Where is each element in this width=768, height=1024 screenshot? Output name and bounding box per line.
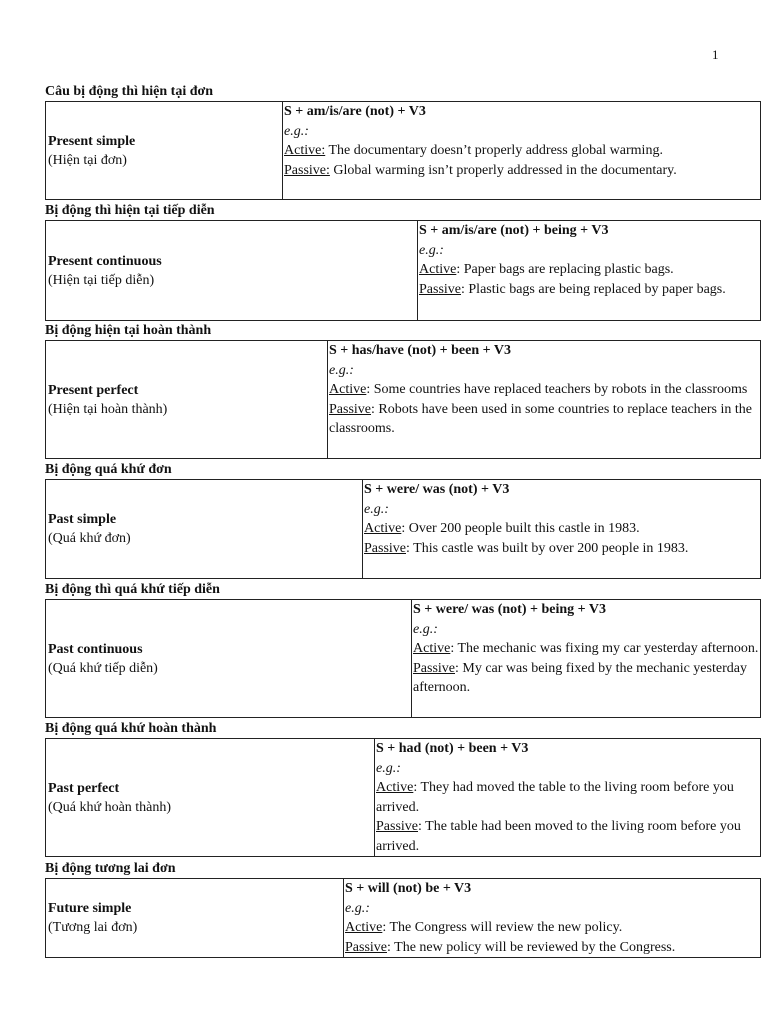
active-label: Active: [419, 262, 457, 277]
tense-name-en: Future simple: [48, 901, 132, 916]
tense-name-vi: (Tương lai đơn): [48, 920, 138, 935]
example-label: e.g.:: [413, 621, 438, 637]
section-title: Bị động quá khứ hoàn thành: [45, 721, 217, 736]
tense-name-en: Present perfect: [48, 382, 139, 398]
passive-text: : The new policy will be reviewed by the Congress.: [387, 939, 676, 955]
passive-text: : The table had been moved to the living room before you arrived.: [376, 819, 741, 854]
section-past-continuous: [45, 580, 761, 718]
example-label: e.g.:: [329, 362, 354, 378]
formula: S + will (not) be + V3: [345, 881, 472, 896]
passive-label: Passive: [364, 540, 406, 556]
formula-cell: [283, 102, 760, 199]
active-example: [376, 778, 760, 817]
formula: S + has/have (not) + been + V3: [329, 343, 511, 358]
formula-cell: [418, 221, 760, 320]
example-label: e.g.:: [345, 900, 370, 916]
active-example: [419, 260, 760, 280]
example-label: e.g.:: [364, 501, 389, 517]
passive-example: [345, 938, 760, 958]
active-example: [284, 141, 760, 161]
passive-label: Passive: [376, 819, 418, 834]
tense-table: [45, 599, 761, 718]
passive-label: Passive: [329, 401, 371, 417]
formula: S + had (not) + been + V3: [376, 741, 529, 756]
example-label: e.g.:: [419, 242, 444, 258]
tense-name-vi: (Quá khứ tiếp diễn): [48, 660, 158, 676]
section-present-continuous: [45, 201, 761, 321]
section-title: Câu bị động thì hiện tại đơn: [45, 84, 214, 99]
active-label: Active: [345, 920, 383, 935]
section-title: Bị động hiện tại hoàn thành: [45, 323, 212, 338]
tense-name-cell: [46, 102, 283, 199]
tense-name-vi: (Hiện tại hoàn thành): [48, 401, 168, 417]
example-label: e.g.:: [376, 760, 401, 776]
passive-label: Passive: [413, 660, 455, 676]
tense-name-en: Past simple: [48, 512, 117, 527]
active-text: : Over 200 people built this castle in 1983.: [401, 521, 640, 536]
active-text: : They had moved the table to the living room before you arrived.: [376, 780, 734, 815]
section-past-simple: [45, 460, 761, 579]
section-title: Bị động quá khứ đơn: [45, 462, 172, 477]
tense-name-en: Past perfect: [48, 780, 120, 796]
tense-table: [45, 101, 761, 200]
active-label: Active: [413, 641, 451, 656]
section-past-perfect: [45, 719, 761, 857]
passive-example: [364, 539, 760, 559]
passive-label: Passive: [419, 281, 461, 297]
tense-name-vi: (Quá khứ đơn): [48, 531, 131, 546]
section-title: Bị động tương lai đơn: [45, 861, 176, 876]
tense-table: [45, 738, 761, 857]
passive-text: Global warming isn’t properly addressed in the documentary.: [329, 162, 677, 178]
formula-cell: [328, 341, 760, 458]
active-text: : The Congress will review the new policy.: [382, 920, 623, 935]
active-label: Active:: [284, 143, 326, 158]
tense-name-cell: [46, 221, 418, 320]
passive-example: [284, 161, 760, 181]
active-example: [345, 918, 760, 938]
passive-example: [329, 400, 760, 439]
tense-name-cell: [46, 600, 412, 717]
section-future-simple: [45, 859, 761, 958]
formula: S + am/is/are (not) + being + V3: [419, 223, 609, 238]
active-text: The documentary doesn’t properly address global warming.: [325, 143, 663, 158]
section-present-perfect: [45, 321, 761, 459]
formula-cell: [412, 600, 760, 717]
formula: S + were/ was (not) + V3: [364, 482, 510, 497]
passive-text: : This castle was built by over 200 people in 1983.: [406, 540, 689, 556]
passive-example: [419, 280, 760, 300]
passive-text: : My car was being fixed by the mechanic yesterday afternoon.: [413, 660, 747, 695]
formula-cell: [375, 739, 760, 856]
formula-cell: [344, 879, 760, 957]
tense-name-en: Present continuous: [48, 253, 162, 269]
tense-name-vi: (Hiện tại tiếp diễn): [48, 272, 155, 288]
tense-name-cell: [46, 739, 375, 856]
tense-name-cell: [46, 879, 344, 957]
tense-table: [45, 220, 761, 321]
example-label: e.g.:: [284, 123, 309, 139]
section-title: Bị động thì hiện tại tiếp diễn: [45, 203, 215, 218]
tense-table: [45, 340, 761, 459]
passive-label: Passive: [345, 939, 387, 955]
formula-cell: [363, 480, 760, 578]
formula: S + am/is/are (not) + V3: [284, 104, 426, 119]
tense-table: [45, 479, 761, 579]
tense-name-cell: [46, 480, 363, 578]
active-example: [364, 519, 760, 539]
tense-table: [45, 878, 761, 958]
active-example: [329, 380, 760, 400]
active-label: Active: [376, 780, 414, 795]
tense-name-en: Present simple: [48, 133, 136, 149]
active-text: : The mechanic was fixing my car yesterday afternoon.: [450, 641, 759, 656]
passive-label: Passive:: [284, 162, 330, 178]
active-example: [413, 639, 760, 659]
active-label: Active: [364, 521, 402, 536]
passive-text: : Robots have been used in some countries to replace teachers in the classrooms.: [329, 401, 752, 436]
section-title: Bị động thì quá khứ tiếp diễn: [45, 582, 220, 597]
passive-text: : Plastic bags are being replaced by paper bags.: [461, 281, 726, 297]
active-text: : Some countries have replaced teachers by robots in the classrooms: [366, 382, 748, 397]
passive-example: [376, 817, 760, 856]
section-present-simple: [45, 82, 761, 200]
active-label: Active: [329, 382, 367, 397]
formula: S + were/ was (not) + being + V3: [413, 602, 606, 617]
tense-name-cell: [46, 341, 328, 458]
tense-name-vi: (Quá khứ hoàn thành): [48, 799, 172, 815]
tense-name-en: Past continuous: [48, 641, 143, 657]
tense-name-vi: (Hiện tại đơn): [48, 152, 127, 168]
active-text: : Paper bags are replacing plastic bags.: [456, 262, 674, 277]
page-number: 1: [712, 47, 719, 62]
passive-example: [413, 659, 760, 698]
